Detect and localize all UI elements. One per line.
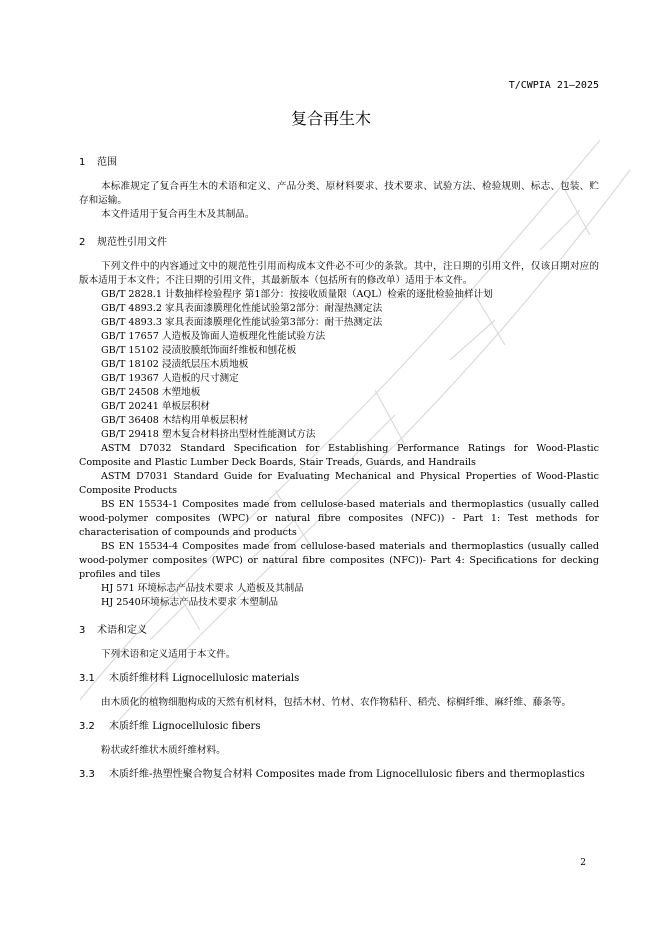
reference-item: GB/T 20241 单板层积材: [101, 401, 210, 412]
term-english: Lignocellulosic materials: [172, 673, 300, 684]
scope-paragraph: 本文件适用于复合再生木及其制品。: [101, 209, 255, 220]
section-number: 2: [79, 237, 86, 248]
reference-item: ASTM D7032 Standard Specification for Establishing Performance Ratings for Wood-Plastic Composite and Plastic Lumber Deck Boards, Stair Treads, Guards, and Handrails: [79, 443, 599, 468]
reference-item: GB/T 36408 木结构用单板层积材: [101, 415, 249, 426]
term-name: 木质纤维-热塑性聚合物复合材料: [109, 769, 253, 780]
terms-intro: 下列术语和定义适用于本文件。: [101, 649, 236, 660]
section-number: 3: [79, 625, 86, 636]
page-number: 2: [580, 858, 586, 868]
term-number: 3.1: [79, 673, 95, 684]
section-title: 规范性引用文件: [97, 237, 167, 248]
reference-item: GB/T 15102 浸渍胶膜纸饰面纤维板和刨花板: [101, 345, 297, 356]
reference-item: HJ 2540环境标志产品技术要求 木塑制品: [101, 597, 279, 608]
reference-item: HJ 571 环境标志产品技术要求 人造板及其制品: [101, 583, 304, 594]
section-heading-terms: [79, 624, 599, 638]
reference-item: BS EN 15534-4 Composites made from cellulose-based materials and thermoplastics (usually called wood-polymer composites (WPC) or natural fibre composites (NFC))- Part 4: Specifications for decking profiles and tiles: [79, 541, 599, 580]
term-english: Lignocellulosic fibers: [152, 721, 261, 732]
reference-item: GB/T 4893.2 家具表面漆膜理化性能试验第2部分：耐湿热测定法: [101, 303, 383, 314]
term-heading: [79, 672, 599, 686]
term-number: 3.2: [79, 721, 95, 732]
reference-item: BS EN 15534-1 Composites made from cellulose-based materials and thermoplastics (usually called wood-polymer composites (WPC) or natural fibre composites (NFC)) - Part 1: Test methods for characterisation of compounds and products: [79, 499, 599, 538]
term-name: 木质纤维: [109, 721, 149, 732]
term-number: 3.3: [79, 769, 95, 780]
reference-item: GB/T 4893.3 家具表面漆膜理化性能试验第3部分：耐干热测定法: [101, 317, 383, 328]
reference-item: GB/T 17657 人造板及饰面人造板理化性能试验方法: [101, 331, 326, 342]
reference-item: ASTM D7031 Standard Guide for Evaluating Mechanical and Physical Properties of Wood-Plastic Composite Products: [79, 471, 599, 496]
section-title: 范围: [97, 157, 117, 168]
term-heading: [79, 720, 599, 734]
section-heading-scope: [79, 156, 599, 170]
refs-intro: 下列文件中的内容通过文中的规范性引用而构成本文件必不可少的条款。其中，注日期的引用文件，仅该日期对应的版本适用于本文件；不注日期的引用文件，其最新版本（包括所有的修改单）适用于本文件。: [79, 261, 599, 286]
reference-item: GB/T 19367 人造板的尺寸测定: [101, 373, 239, 384]
reference-item: GB/T 18102 浸渍纸层压木质地板: [101, 359, 249, 370]
reference-item: GB/T 2828.1 计数抽样检验程序 第1部分：按接收质量限（AQL）检索的逐批检验抽样计划: [101, 289, 493, 300]
reference-item: GB/T 29418 塑木复合材料挤出型材性能测试方法: [101, 429, 316, 440]
reference-list: [79, 288, 599, 610]
reference-item: GB/T 24508 木塑地板: [101, 387, 201, 398]
term-definition: 粉状或纤维状木质纤维材料。: [101, 745, 226, 756]
section-title: 术语和定义: [97, 625, 147, 636]
term-definition: 由木质化的植物细胞构成的天然有机材料，包括木材、竹材、农作物秸秆、稻壳、棕榈纤维、麻纤维、藤条等。: [101, 697, 572, 708]
document-title: 复合再生木: [290, 109, 371, 128]
term-english: Composites made from Lignocellulosic fibers and thermoplastics: [255, 769, 585, 780]
term-heading: [79, 768, 599, 782]
scope-paragraph: 本标准规定了复合再生木的术语和定义、产品分类、原材料要求、技术要求、试验方法、检验规则、标志、包装、贮存和运输。: [79, 181, 599, 206]
document-body: [79, 156, 599, 782]
section-heading-normative-refs: [79, 236, 599, 250]
term-name: 木质纤维材料: [109, 673, 169, 684]
standard-code: T/CWPIA 21—2025: [508, 80, 599, 91]
section-number: 1: [79, 157, 86, 168]
